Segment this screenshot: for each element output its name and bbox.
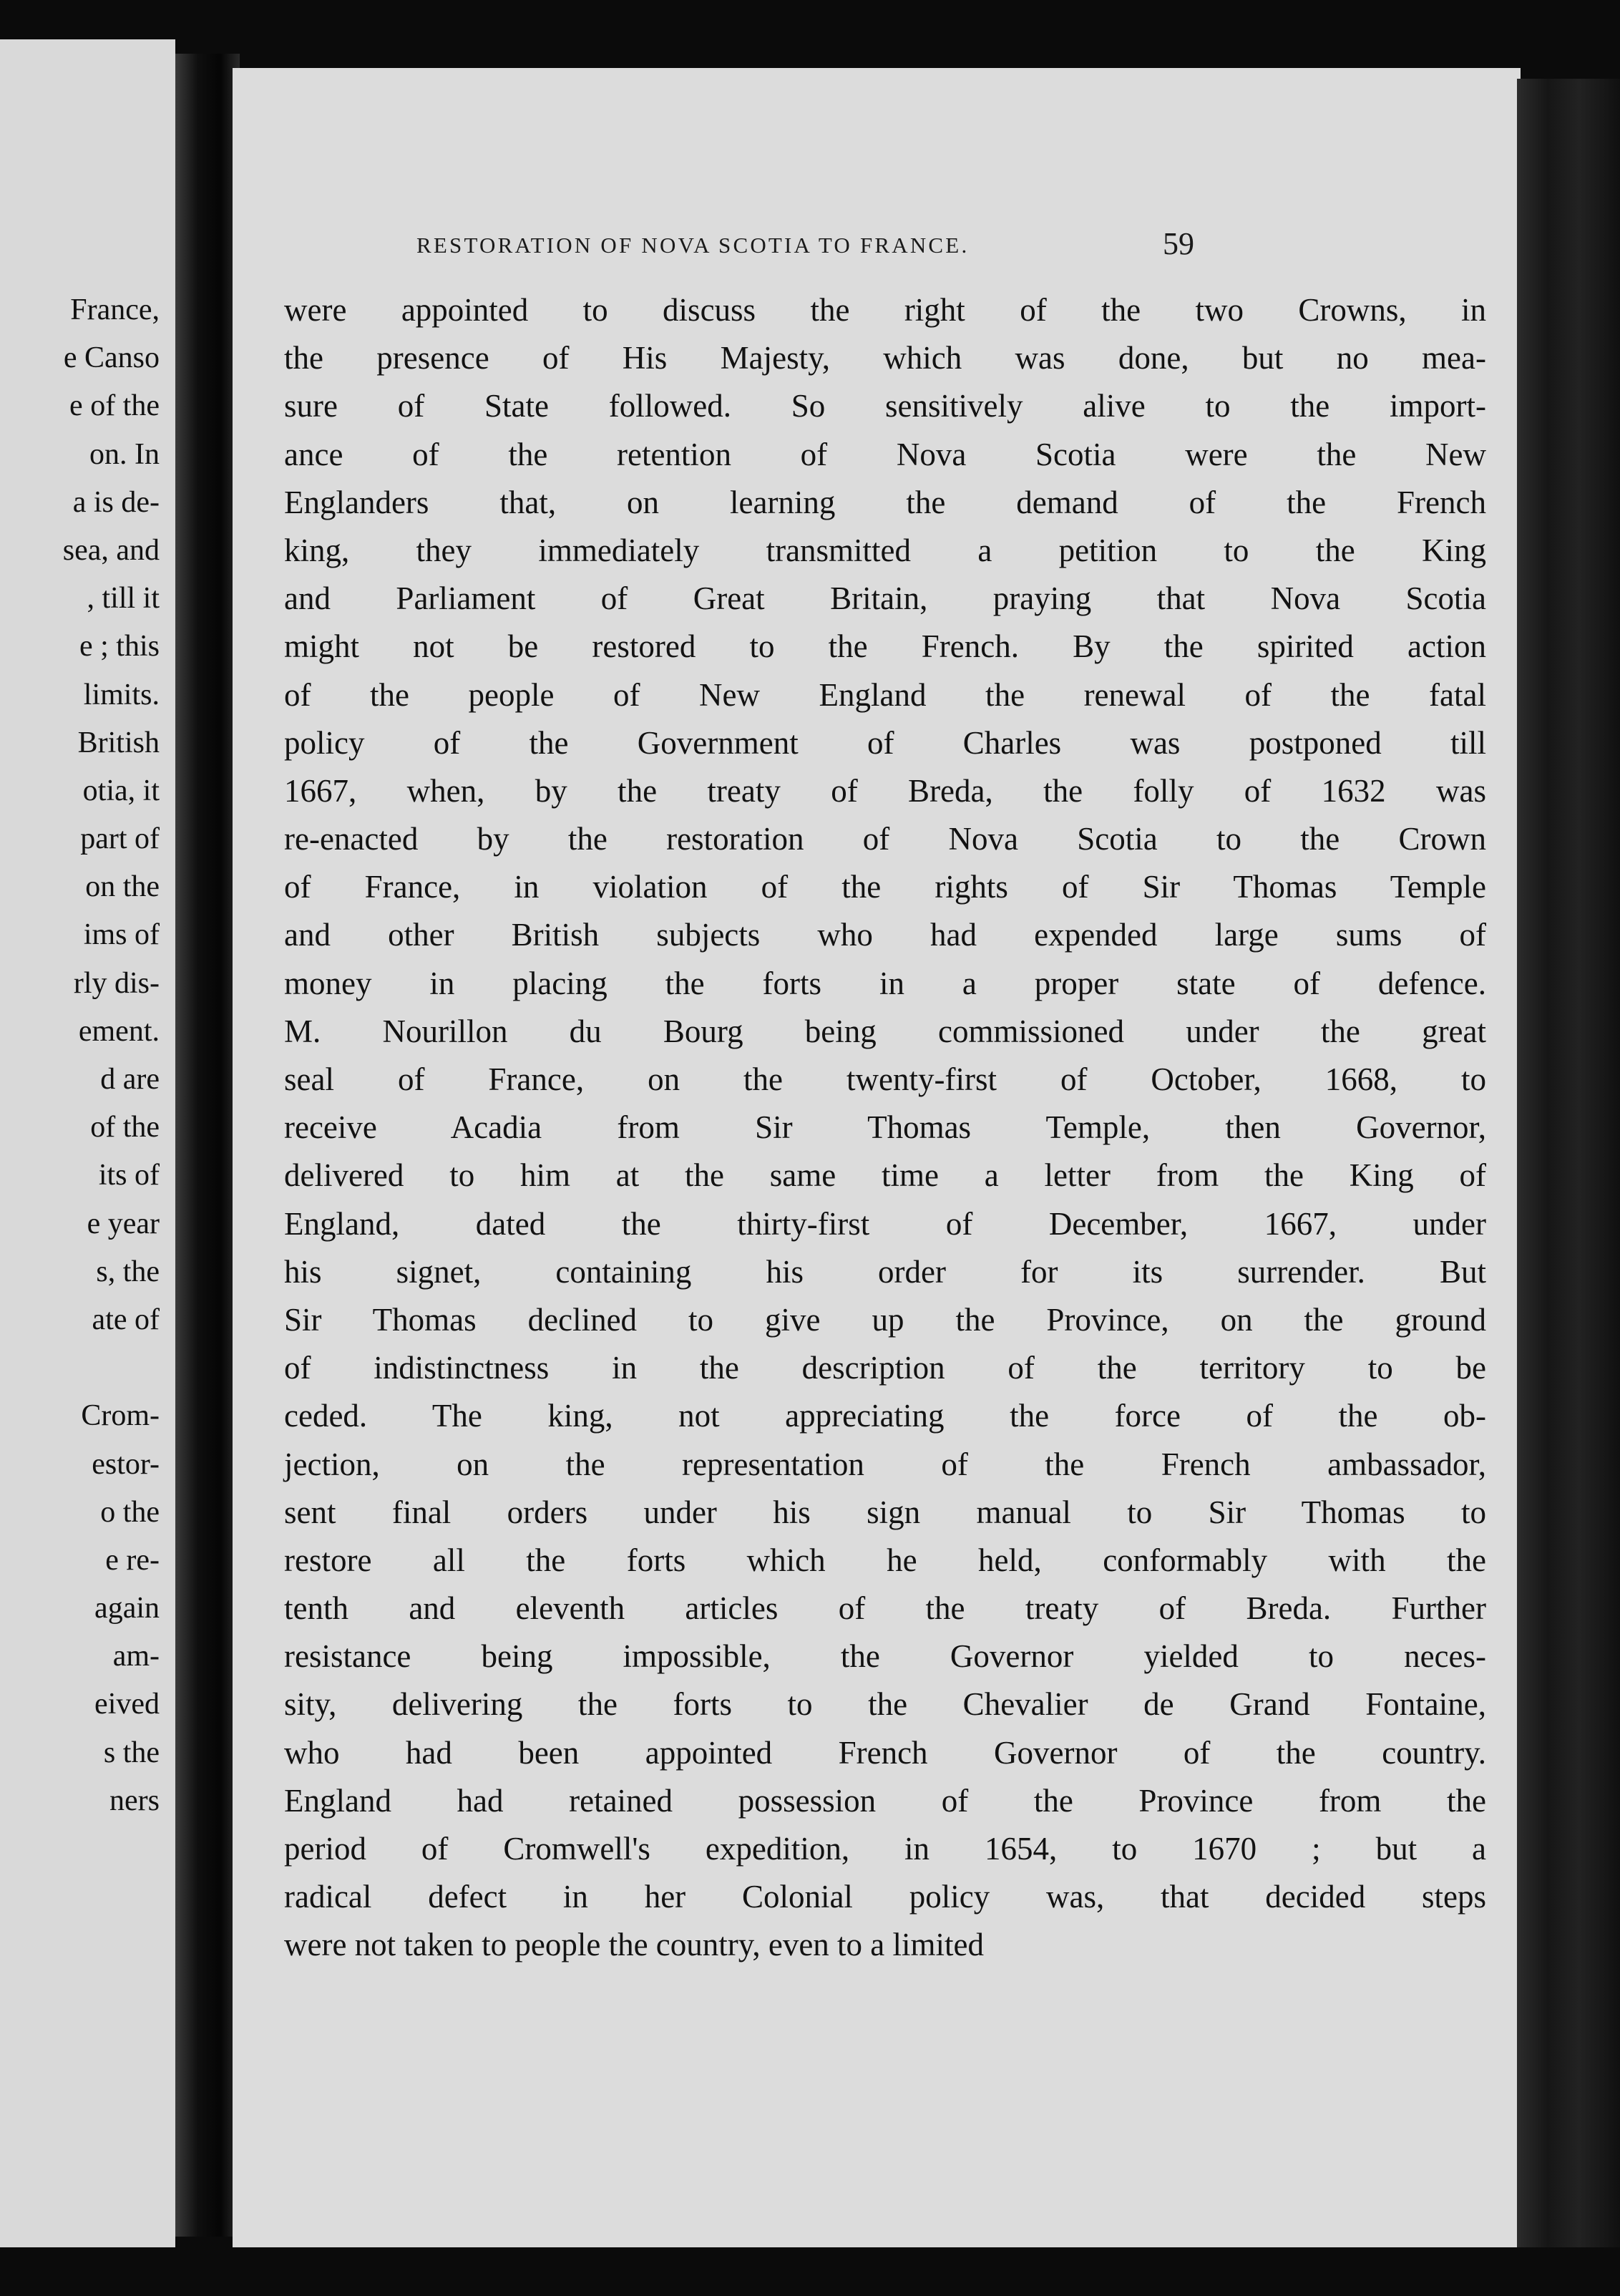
text-line: M. Nourillon du Bourg being commissioned under the great xyxy=(284,1013,1486,1049)
text-line: 1667, when, by the treaty of Breda, the folly of 1632 was xyxy=(284,772,1486,809)
text-line: policy of the Government of Charles was postponed till xyxy=(284,724,1486,761)
text-line: ceded. The king, not appreciating the force of the ob- xyxy=(284,1398,1486,1434)
text-line: king, they immediately transmitted a petition to the King xyxy=(284,532,1486,568)
facing-page-line: ate of xyxy=(92,1303,160,1336)
facing-page-line: e ; this xyxy=(79,630,160,663)
facing-page-line: again xyxy=(94,1592,160,1625)
facing-page-line: e of the xyxy=(69,389,160,423)
facing-page-line: d are xyxy=(100,1063,160,1096)
facing-page-line: its of xyxy=(98,1159,160,1192)
text-line: sity, delivering the forts to the Chevalier de Grand Fontaine, xyxy=(284,1686,1486,1723)
facing-page-text xyxy=(63,286,160,1825)
text-line: re-enacted by the restoration of Nova Scotia to the Crown xyxy=(284,821,1486,857)
text-line: resistance being impossible, the Governor yielded to neces- xyxy=(284,1638,1486,1675)
text-line: were not taken to people the country, even to a limited xyxy=(284,1927,985,1963)
text-line: sent final orders under his sign manual to Sir Thomas to xyxy=(284,1494,1486,1530)
text-line: Sir Thomas declined to give up the Province, on the ground xyxy=(284,1301,1486,1338)
text-line: ance of the retention of Nova Scotia were the New xyxy=(284,436,1486,472)
text-line: of indistinctness in the description of the territory to be xyxy=(284,1350,1486,1386)
text-line: seal of France, on the twenty-first of October, 1668, to xyxy=(284,1061,1486,1097)
body-text xyxy=(284,286,1486,1970)
text-line: his signet, containing his order for its surrender. But xyxy=(284,1253,1486,1290)
text-line: radical defect in her Colonial policy was, that decided steps xyxy=(284,1879,1486,1915)
facing-page-line: am- xyxy=(112,1640,160,1673)
facing-page-line: , till it xyxy=(87,582,160,616)
facing-page-line: a is de- xyxy=(72,485,160,519)
facing-page-line: eived xyxy=(94,1688,160,1721)
facing-page-line: France, xyxy=(70,293,160,326)
facing-page-line: otia, it xyxy=(82,774,160,807)
facing-page-line: sea, and xyxy=(62,533,160,567)
text-line: sure of State followed. So sensitively alive to the import- xyxy=(284,388,1486,424)
text-line: England had retained possession of the Province from the xyxy=(284,1782,1486,1819)
facing-page-line: ims of xyxy=(83,918,160,952)
book-page xyxy=(233,68,1521,2247)
text-line: of the people of New England the renewal of the fatal xyxy=(284,676,1486,713)
text-line: and Parliament of Great Britain, praying that Nova Scotia xyxy=(284,580,1486,617)
book-gutter xyxy=(175,54,240,2237)
facing-page-line: on. In xyxy=(89,437,160,471)
facing-page-line: e re- xyxy=(105,1543,160,1577)
facing-page-line: limits. xyxy=(83,678,160,711)
text-line: might not be restored to the French. By the spirited action xyxy=(284,628,1486,665)
text-line: period of Cromwell's expedition, in 1654, to 1670 ; but a xyxy=(284,1831,1486,1867)
facing-page-line: o the xyxy=(100,1495,160,1529)
text-line: receive Acadia from Sir Thomas Temple, then Governor, xyxy=(284,1109,1486,1146)
facing-page-line: estor- xyxy=(92,1447,160,1481)
facing-page-line: s the xyxy=(103,1736,160,1769)
text-line: delivered to him at the same time a letter from the King of xyxy=(284,1157,1486,1194)
text-line: money in placing the forts in a proper state of defence. xyxy=(284,965,1486,1001)
facing-page-line: ners xyxy=(109,1784,160,1817)
text-line: England, dated the thirty-first of December, 1667, under xyxy=(284,1205,1486,1242)
facing-page-line: e year xyxy=(87,1207,160,1240)
facing-page-line: Crom- xyxy=(81,1399,160,1433)
text-line: who had been appointed French Governor of the country. xyxy=(284,1734,1486,1771)
facing-page-line xyxy=(63,1344,160,1392)
text-line: Englanders that, on learning the demand of the French xyxy=(284,484,1486,520)
text-line: were appointed to discuss the right of the two Crowns, in xyxy=(284,292,1486,328)
facing-page-line: s, the xyxy=(96,1255,160,1288)
facing-page-line: of the xyxy=(90,1111,160,1144)
text-line: of France, in violation of the rights of Sir Thomas Temple xyxy=(284,869,1486,905)
text-line: and other British subjects who had expended large sums of xyxy=(284,917,1486,953)
text-line: restore all the forts which he held, conformably with the xyxy=(284,1542,1486,1578)
text-line: jection, on the representation of the French ambassador, xyxy=(284,1446,1486,1482)
facing-page-line: on the xyxy=(85,870,160,904)
facing-page-line: part of xyxy=(80,822,160,856)
text-line: the presence of His Majesty, which was done, but no mea- xyxy=(284,340,1486,376)
page-stack-edge xyxy=(1517,79,1620,2247)
facing-page-line: ement. xyxy=(78,1014,160,1048)
facing-page-line: e Canso xyxy=(63,341,160,375)
text-line: tenth and eleventh articles of the treaty of Breda. Further xyxy=(284,1590,1486,1627)
page-number: 59 xyxy=(1163,226,1194,261)
facing-page-line: British xyxy=(77,726,160,759)
running-head: RESTORATION OF NOVA SCOTIA TO FRANCE. xyxy=(416,233,970,258)
facing-page-line: rly dis- xyxy=(73,966,160,1000)
facing-page-left xyxy=(0,39,175,2247)
